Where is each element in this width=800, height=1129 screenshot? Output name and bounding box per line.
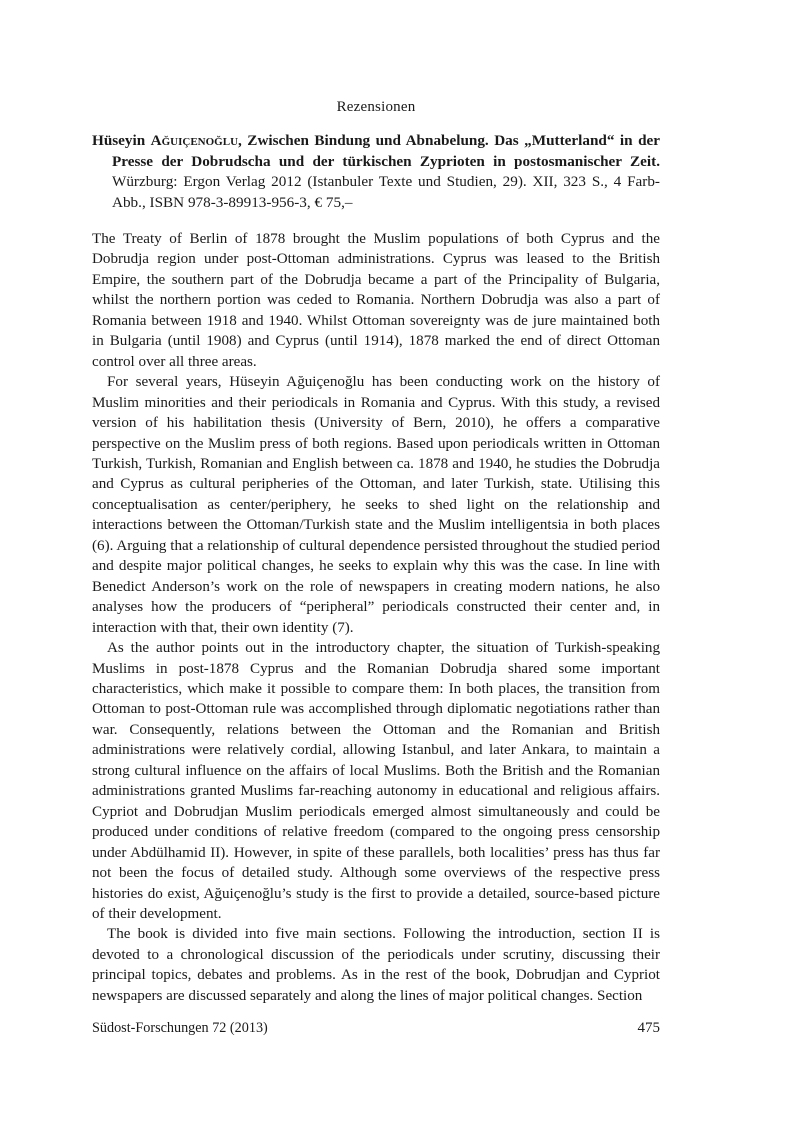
- journal-page: [92, 0, 660, 1129]
- running-head: Rezensionen: [336, 99, 416, 115]
- journal-reference: Südost-Forschungen 72 (2013): [92, 1020, 268, 1036]
- paragraph-3: As the author points out in the introductory chapter, the situation of Turkish-speaking Muslims in post-1878 Cyprus and the Romanian Dobrudja shared some important characteristics, which make it possible to compare them: In both places, the transition from Ottoman to post-Ottoman rule was accomplished through diplomatic negotiations rather than war. Consequently, relations between the Ottoman and the Romanian and British administrations were relatively cordial, allowing Istanbul, and later Ankara, to maintain a strong cultural influence on the affairs of local Muslims. Both the British and the Romanian administrations granted Muslims far-reaching autonomy in educational and religious affairs. Cypriot and Dobrudjan Muslim periodicals emerged almost simultaneously and could be produced under conditions of relative freedom (compared to the ongoing press censorship under Abdülhamid II). However, in spite of these parallels, both localities’ press has thus far not been the focus of detailed study. Although some overviews of the respective press histories do exist, Ağuiçenoğlu’s study is the first to provide a detailed, source-based picture of their development.: [92, 640, 660, 922]
- citation-details: Würzburg: Ergon Verlag 2012 (Istanbuler Texte und Studien, 29). XII, 323 S., 4 Farb-Abb., ISBN 978-3-89913-956-3, € 75,–: [112, 173, 660, 211]
- citation-title: , Zwischen Bindung und Abnabelung. Das „Mutterland“ in der Presse der Dobrudscha und der türkischen Zyprioten in postosmanischer Zeit.: [112, 132, 660, 170]
- paragraph-2: For several years, Hüseyin Ağuiçenoğlu has been conducting work on the history of Muslim minorities and their periodicals in Romania and Cyprus. With this study, a revised version of his habilitation thesis (University of Bern, 2010), he offers a comparative perspective on the Muslim press of both regions. Based upon periodicals written in Ottoman Turkish, Turkish, Romanian and English between ca. 1878 and 1940, he studies the Dobrudja and Cyprus as cultural peripheries of the Ottoman, and later Turkish, state. Utilising this conceptualisation as center/periphery, he seeks to shed light on the relationship and interactions between the Ottoman/Turkish state and the Muslim intelligentsia in both places (6). Arguing that a relationship of cultural dependence persisted throughout the studied period and despite major political changes, he seeks to explain why this was the case. In line with Benedict Anderson’s work on the role of newspapers in creating modern nations, he also analyses how the producers of “peripheral” periodicals constructed their center and, in interaction with that, their own identity (7).: [92, 374, 660, 636]
- citation-author: [92, 132, 238, 149]
- review-body: [92, 229, 660, 1006]
- paragraph-1: The Treaty of Berlin of 1878 brought the Muslim populations of both Cyprus and the Dobrudja region under post-Ottoman administrations. Cyprus was leased to the British Empire, the southern part of the Dobrudja became a part of the Principality of Bulgaria, whilst the northern portion was ceded to Romania. Northern Dobrudja was also a part of Romania between 1918 and 1940. Whilst Ottoman sovereignty was de jure maintained both in Bulgaria (until 1908) and Cyprus (until 1914), 1878 marked the end of direct Ottoman control over all three areas.: [92, 231, 660, 370]
- paragraph-4: The book is divided into five main sections. Following the introduction, section II is devoted to a chronological discussion of the periodicals under scrutiny, discussing their principal topics, debates and problems. As in the rest of the book, Dobrudjan and Cypriot newspapers are discussed separately and along the lines of major political changes. Section: [92, 926, 660, 1004]
- author-last-name: Ağuiçenoğlu: [150, 132, 239, 149]
- page-number: 475: [637, 1020, 660, 1036]
- review-citation: [92, 131, 660, 213]
- author-first-name: Hüseyin: [92, 132, 146, 149]
